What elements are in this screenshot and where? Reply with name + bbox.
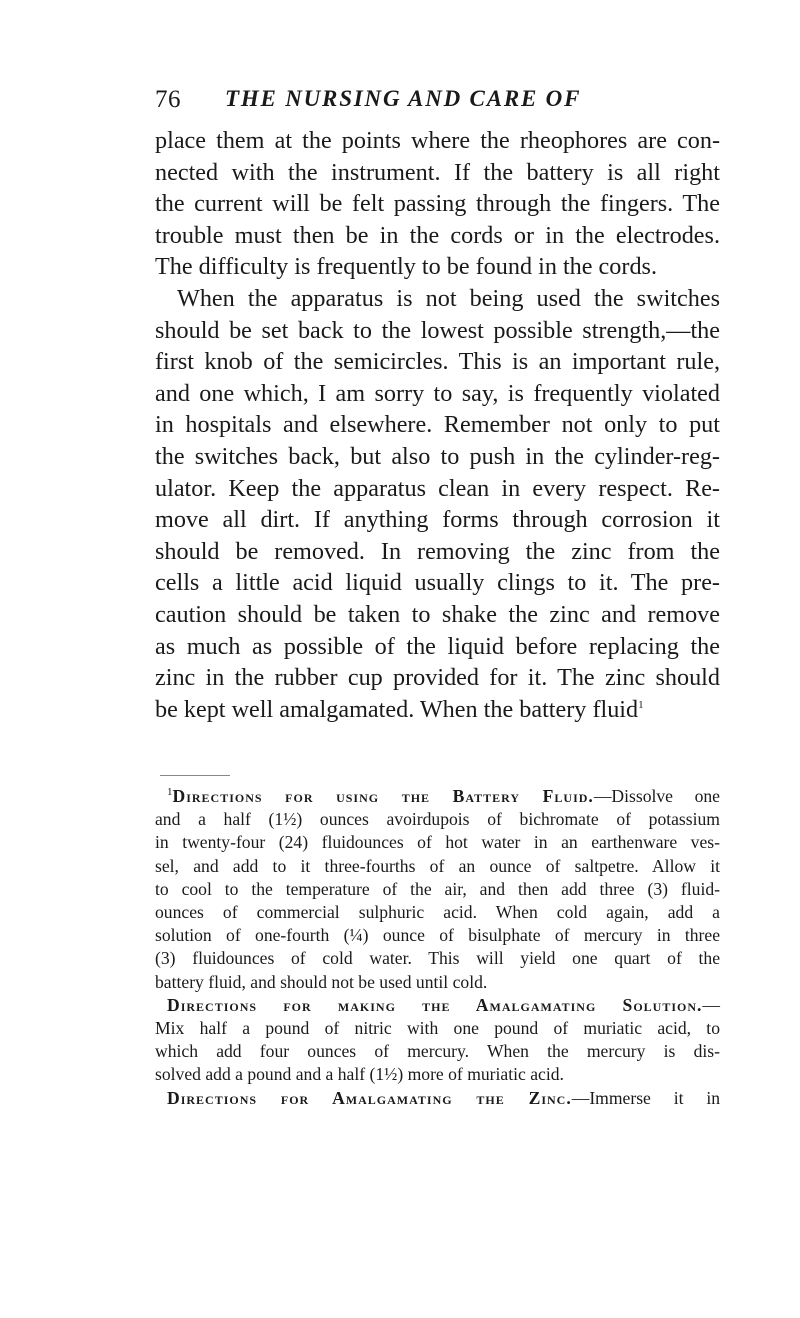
footnote-line: battery fluid, and should not be used until cold. <box>155 971 488 992</box>
footnote-text: —Immerse it in <box>571 1087 720 1108</box>
footnote-reference: 1 <box>638 698 644 711</box>
body-line: zinc in the rubber cup provided for it. The zinc should <box>155 664 720 692</box>
body-line: ulator. Keep the apparatus clean in every respect. Re- <box>155 474 720 502</box>
body-line: in hospitals and elsewhere. Remember not only to put <box>155 411 720 439</box>
footnotes <box>155 785 720 1110</box>
footnote-line <box>155 1087 720 1110</box>
footnote-marker: 1 <box>167 786 173 799</box>
body-line: first knob of the semicircles. This is an important rule, <box>155 348 720 376</box>
body-paragraph <box>155 125 720 725</box>
body-line: the switches back, but also to push in the cylinder-reg- <box>155 442 720 470</box>
footnote-text: — <box>702 994 720 1015</box>
footnote-heading: Directions for making the Amalgamating Solution. <box>167 994 703 1015</box>
footnote-line: (3) fluidounces of cold water. This will yield one quart of the <box>155 948 720 969</box>
page-number: 76 <box>155 86 181 113</box>
running-head: THE NURSING AND CARE OF <box>225 86 582 111</box>
body-line: The difficulty is frequently to be found in the cords. <box>155 253 657 281</box>
body-line: caution should be taken to shake the zinc and remove <box>155 600 720 628</box>
page-header <box>155 86 715 126</box>
footnote-line: to cool to the temperature of the air, and then add three (3) fluid- <box>155 878 720 899</box>
body-line: trouble must then be in the cords or in the electrodes. <box>155 221 720 249</box>
footnote-line: solved add a pound and a half (1½) more of muriatic acid. <box>155 1064 564 1085</box>
body-line: cells a little acid liquid usually clings to it. The pre- <box>155 569 720 597</box>
body-line: When the apparatus is not being used the switches <box>177 284 720 312</box>
footnote-line: ounces of commercial sulphuric acid. When cold again, add a <box>155 902 720 923</box>
footnote-line <box>155 994 720 1017</box>
footnote-line: and a half (1½) ounces avoirdupois of bichromate of potassium <box>155 809 720 830</box>
footnote-line: sel, and add to it three-fourths of an ounce of saltpetre. Allow it <box>155 855 720 876</box>
footnote-line: which add four ounces of mercury. When the mercury is dis- <box>155 1041 720 1062</box>
body-line: as much as possible of the liquid before replacing the <box>155 632 720 660</box>
footnote-heading: Directions for using the Battery Fluid. <box>172 786 594 806</box>
body-line: move all dirt. If anything forms through corrosion it <box>155 506 720 534</box>
body-line: should be removed. In removing the zinc from the <box>155 537 720 565</box>
footnote-line <box>155 785 720 808</box>
body-line: place them at the points where the rheophores are con- <box>155 127 720 154</box>
footnote-rule <box>160 775 230 776</box>
footnote-line: Mix half a pound of nitric with one pound of muriatic acid, to <box>155 1018 720 1039</box>
body-line: should be set back to the lowest possible strength,—the <box>155 316 720 344</box>
body-line: the current will be felt passing through the fingers. The <box>155 190 720 218</box>
body-line-with-marker <box>155 694 720 726</box>
footnote-text: —Dissolve one <box>593 786 720 806</box>
footnote-heading: Directions for Amalgamating the Zinc. <box>167 1087 572 1108</box>
body-line: nected with the instrument. If the battery is all right <box>155 158 720 186</box>
footnote-line: in twenty-four (24) fluidounces of hot water in an earthenware ves- <box>155 832 720 853</box>
body-line: and one which, I am sorry to say, is frequently violated <box>155 379 720 407</box>
body-line: be kept well amalgamated. When the battery fluid <box>155 695 639 723</box>
footnote-line: solution of one-fourth (¼) ounce of bisulphate of mercury in three <box>155 925 720 946</box>
